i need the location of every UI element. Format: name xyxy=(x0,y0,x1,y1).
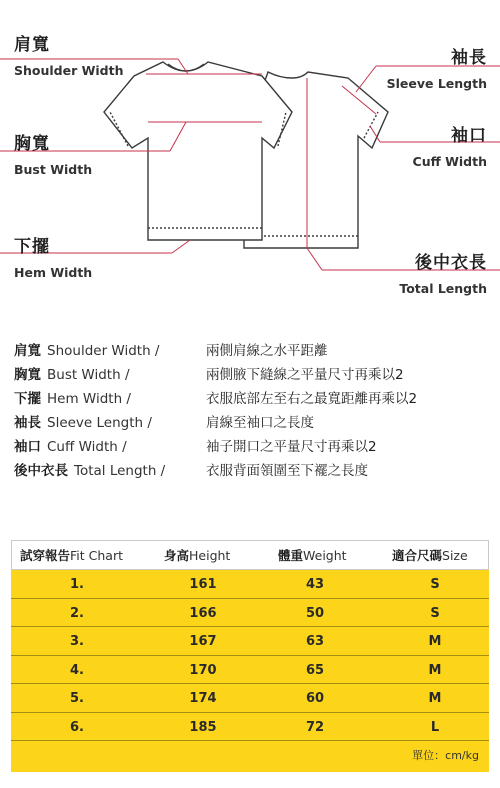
cell-height: 166 xyxy=(189,605,217,621)
cell-height: 185 xyxy=(189,719,217,735)
cell-index: 4. xyxy=(70,662,84,678)
table-row xyxy=(11,599,489,628)
header-fit-chart: 試穿報告Fit Chart xyxy=(20,548,123,563)
term-en: Bust Width / xyxy=(47,367,130,383)
size-diagram xyxy=(0,0,500,310)
label-cuff-width xyxy=(413,121,487,169)
label-zh: 胸寬 xyxy=(14,134,50,154)
term-zh: 袖長 xyxy=(14,415,41,431)
header-height: 身高Height xyxy=(164,548,231,563)
header-weight: 體重Weight xyxy=(278,548,347,563)
cell-weight: 43 xyxy=(305,577,325,592)
label-zh: 後中衣長 xyxy=(415,253,487,273)
cell-height: 170 xyxy=(189,662,217,678)
cell-index: 2. xyxy=(70,605,84,621)
term-en: Shoulder Width / xyxy=(47,343,160,359)
label-bust-width xyxy=(14,129,92,177)
definition-row xyxy=(14,337,494,361)
label-en: Bust Width xyxy=(14,162,93,177)
cell-size: M xyxy=(428,662,442,678)
term-zh: 後中衣長 xyxy=(14,463,68,479)
definition-text: 兩側腋下縫線之平量尺寸再乘以2 xyxy=(206,367,404,383)
label-en: Cuff Width xyxy=(412,154,487,169)
definition-row xyxy=(14,385,494,409)
term-zh: 肩寬 xyxy=(14,343,41,359)
cell-height: 161 xyxy=(189,577,217,592)
label-zh: 肩寬 xyxy=(14,35,50,55)
table-row xyxy=(11,570,489,599)
cell-index: 5. xyxy=(70,691,84,706)
term-zh: 袖口 xyxy=(14,439,41,455)
term-en: Hem Width / xyxy=(47,391,131,407)
table-header xyxy=(11,540,489,570)
label-hem-width xyxy=(14,232,92,280)
label-zh: 袖口 xyxy=(451,126,487,146)
header-size: 適合尺碼Size xyxy=(392,548,468,563)
label-total-length xyxy=(399,248,487,296)
cell-weight: 72 xyxy=(305,719,325,735)
label-zh: 下擺 xyxy=(14,237,50,257)
cell-weight: 63 xyxy=(305,634,325,649)
cell-index: 1. xyxy=(70,577,84,592)
label-sleeve-length xyxy=(387,43,487,91)
cell-index: 3. xyxy=(70,634,84,649)
cell-size: L xyxy=(430,719,440,735)
definition-row xyxy=(14,409,494,433)
term-en: Total Length / xyxy=(74,463,166,479)
measurement-definitions xyxy=(14,337,494,481)
table-row xyxy=(11,684,489,713)
term-en: Sleeve Length / xyxy=(47,415,152,431)
term-en: Cuff Width / xyxy=(47,439,127,455)
label-en: Hem Width xyxy=(14,265,93,280)
cell-weight: 65 xyxy=(305,662,325,678)
label-zh: 袖長 xyxy=(451,48,487,68)
definition-text: 衣服底部左至右之最寬距離再乘以2 xyxy=(206,391,418,407)
definition-row xyxy=(14,361,494,385)
definition-text: 肩線至袖口之長度 xyxy=(206,415,314,431)
cell-height: 174 xyxy=(189,691,217,706)
table-body xyxy=(11,570,489,741)
table-row xyxy=(11,656,489,685)
cell-weight: 60 xyxy=(305,691,325,706)
definition-text: 衣服背面領圍至下襬之長度 xyxy=(206,463,368,479)
cell-size: S xyxy=(430,605,440,621)
definition-row xyxy=(14,433,494,457)
term-zh: 胸寬 xyxy=(14,367,41,383)
definition-text: 袖子開口之平量尺寸再乘以2 xyxy=(206,439,377,455)
definition-row xyxy=(14,457,494,481)
table-row xyxy=(11,713,489,742)
cell-index: 6. xyxy=(70,719,84,735)
cell-weight: 50 xyxy=(305,605,325,621)
unit-note: 單位：cm/kg xyxy=(412,749,479,762)
cell-height: 167 xyxy=(189,634,217,649)
cell-size: M xyxy=(428,634,442,649)
term-zh: 下擺 xyxy=(14,391,41,407)
label-en: Sleeve Length xyxy=(386,76,487,91)
label-en: Shoulder Width xyxy=(14,63,124,78)
label-shoulder-width xyxy=(14,30,124,78)
label-en: Total Length xyxy=(399,281,487,296)
cell-size: M xyxy=(428,691,442,706)
definition-text: 兩側肩線之水平距離 xyxy=(206,343,328,359)
table-row xyxy=(11,627,489,656)
cell-size: S xyxy=(430,577,440,592)
fit-chart-table xyxy=(11,540,489,772)
